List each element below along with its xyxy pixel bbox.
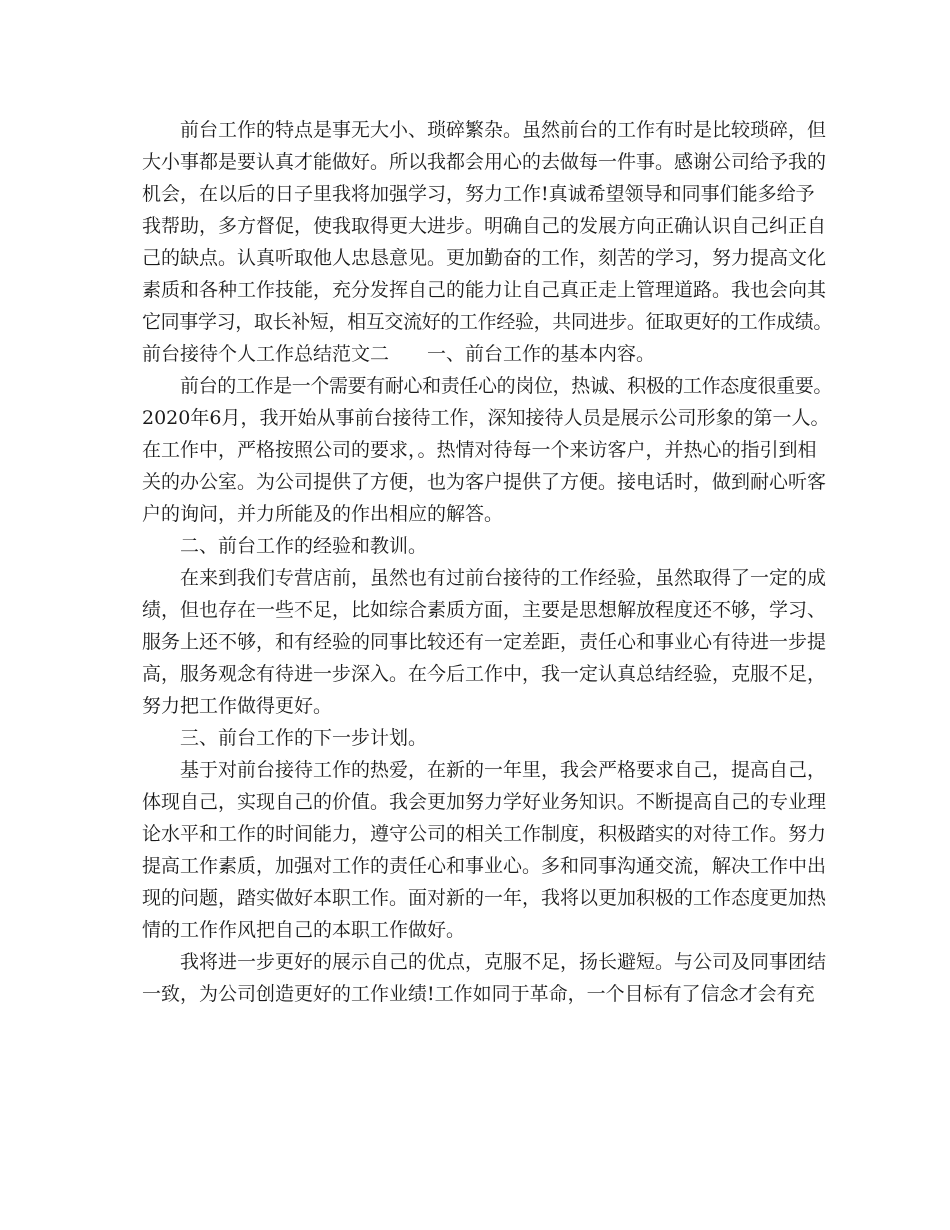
- text-line: 三、前台工作的下一步计划。: [180, 727, 428, 749]
- text-line: 我将进一步更好的展示自己的优点，克服不足，扬长避短。与公司及同事团结: [180, 951, 827, 973]
- text-line: 论水平和工作的时间能力，遵守公司的相关工作制度，积极踏实的对待工作。努力: [142, 823, 827, 845]
- text-line: 努力把工作做得更好。: [142, 695, 333, 717]
- text-line: 我帮助，多方督促，使我取得更大进步。明确自己的发展方向正确认识自己纠正自: [142, 215, 827, 237]
- text-line: 提高工作素质，加强对工作的责任心和事业心。多和同事沟通交流，解决工作中出: [142, 855, 827, 877]
- text-line: 服务上还不够，和有经验的同事比较还有一定差距，责任心和事业心有待进一步提: [142, 631, 827, 653]
- text-line: 它同事学习，取长补短，相互交流好的工作经验，共同进步。征取更好的工作成绩。: [142, 311, 833, 333]
- text-line: 二、前台工作的经验和教训。: [180, 535, 428, 557]
- text-line: 机会，在以后的日子里我将加强学习，努力工作!真诚希望领导和同事们能多给予: [142, 183, 815, 205]
- text-line: 前台接待个人工作总结范文二 一、前台工作的基本内容。: [142, 343, 656, 365]
- text-line: 前台的工作是一个需要有耐心和责任心的岗位，热诚、积极的工作态度很重要。: [180, 375, 833, 397]
- text-line: 户的询问，并力所能及的作出相应的解答。: [142, 503, 504, 525]
- text-line: 大小事都是要认真才能做好。所以我都会用心的去做每一件事。感谢公司给予我的: [142, 151, 827, 173]
- text-line: 2020年6月，我开始从事前台接待工作，深知接待人员是展示公司形象的第一人。: [142, 407, 830, 429]
- text-line: 基于对前台接待工作的热爱，在新的一年里，我会严格要求自己，提高自己，: [180, 759, 827, 781]
- text-line: 前台工作的特点是事无大小、琐碎繁杂。虽然前台的工作有时是比较琐碎，但: [180, 119, 827, 141]
- document-body: [142, 114, 832, 1010]
- text-line: 绩，但也存在一些不足，比如综合素质方面，主要是思想解放程度还不够，学习、: [142, 599, 827, 621]
- text-line: 在工作中，严格按照公司的要求，。热情对待每一个来访客户，并热心的指引到相: [142, 439, 817, 461]
- text-line: 关的办公室。为公司提供了方便，也为客户提供了方便。接电话时，做到耐心听客: [142, 471, 827, 493]
- text-line: 己的缺点。认真听取他人忠恳意见。更加勤奋的工作，刻苦的学习，努力提高文化: [142, 247, 827, 269]
- text-line: 情的工作作风把自己的本职工作做好。: [142, 919, 466, 941]
- text-line: 一致，为公司创造更好的工作业绩!工作如同于革命，一个目标有了信念才会有充: [142, 983, 815, 1005]
- text-line: 在来到我们专营店前，虽然也有过前台接待的工作经验，虽然取得了一定的成: [180, 567, 827, 589]
- text-line: 高，服务观念有待进一步深入。在今后工作中，我一定认真总结经验，克服不足，: [142, 663, 827, 685]
- text-line: 现的问题，踏实做好本职工作。面对新的一年，我将以更加积极的工作态度更加热: [142, 887, 827, 909]
- text-line: 体现自己，实现自己的价值。我会更加努力学好业务知识。不断提高自己的专业理: [142, 791, 827, 813]
- text-line: 素质和各种工作技能，充分发挥自己的能力让自己真正走上管理道路。我也会向其: [142, 279, 827, 301]
